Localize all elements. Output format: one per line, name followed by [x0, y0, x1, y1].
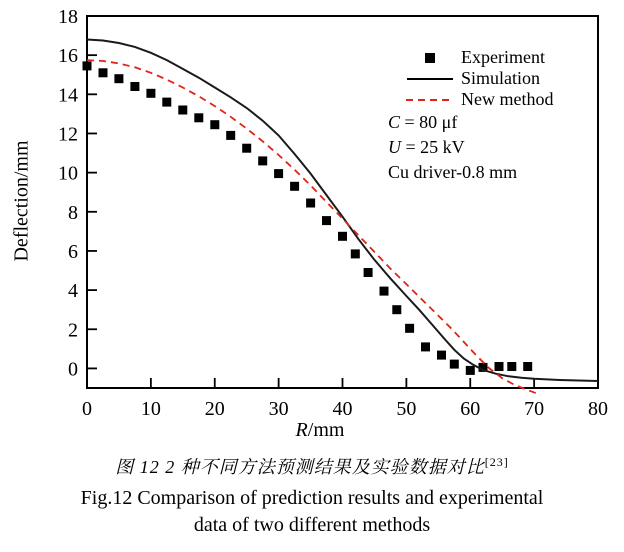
- y-axis-title: Deflection/mm: [10, 140, 33, 262]
- annotation-capacitance: C = 80 μf: [388, 112, 458, 132]
- experiment-point: [114, 74, 123, 83]
- experiment-point: [258, 156, 267, 165]
- y-tick-label: 8: [68, 201, 78, 224]
- new-method-dash-swatch-icon: [406, 99, 454, 101]
- experiment-point: [83, 61, 92, 70]
- experiment-point: [194, 113, 203, 122]
- experiment-point: [274, 169, 283, 178]
- experiment-point: [364, 268, 373, 277]
- y-tick-label: 18: [58, 6, 78, 28]
- condition-annotations: [388, 110, 517, 185]
- experiment-point: [405, 324, 414, 333]
- y-tick-label: 14: [58, 84, 78, 107]
- experiment-point: [450, 360, 459, 369]
- y-tick-label: 16: [58, 45, 78, 68]
- x-tick-label: 80: [588, 398, 608, 420]
- x-tick-label: 20: [204, 398, 225, 420]
- experiment-point: [226, 131, 235, 140]
- caption-english-line2: data of two different methods: [193, 514, 431, 536]
- experiment-point: [437, 351, 446, 360]
- legend-item-simulation: [404, 68, 553, 89]
- experiment-point: [99, 68, 108, 77]
- x-tick-label: 60: [460, 398, 481, 420]
- experiment-point: [322, 216, 331, 225]
- annotation-driver: Cu driver-0.8 mm: [388, 162, 518, 182]
- x-tick-label: 40: [332, 398, 353, 420]
- x-tick-label: 0: [82, 398, 92, 420]
- x-axis-title: [296, 419, 345, 442]
- y-tick-label: 12: [58, 123, 78, 146]
- experiment-point: [507, 362, 516, 371]
- experiment-point: [495, 362, 504, 371]
- experiment-square-marker-icon: [425, 53, 435, 63]
- experiment-point: [130, 82, 139, 91]
- x-tick-label: 70: [524, 398, 545, 420]
- y-tick-label: 0: [68, 358, 78, 381]
- y-tick-label: 2: [68, 319, 78, 342]
- experiment-point: [306, 199, 315, 208]
- legend-label-simulation: Simulation: [461, 68, 541, 88]
- legend-label-new-method: New method: [461, 89, 554, 109]
- legend-item-new-method: [404, 89, 553, 110]
- experiment-point: [178, 106, 187, 115]
- y-tick-label: 6: [68, 240, 78, 263]
- legend-label-experiment: Experiment: [461, 47, 545, 67]
- x-axis-title-symbol: R: [295, 419, 308, 441]
- experiment-point: [351, 249, 360, 258]
- legend-item-experiment: [404, 47, 553, 68]
- experiment-point: [242, 144, 251, 153]
- simulation-line-swatch-icon: [407, 78, 453, 80]
- experiment-point: [338, 232, 347, 241]
- x-tick-label: 30: [268, 398, 289, 420]
- experiment-point: [290, 182, 299, 191]
- experiment-point: [210, 120, 219, 129]
- experiment-point: [421, 342, 430, 351]
- experiment-point: [523, 362, 532, 371]
- y-tick-label: 10: [58, 162, 78, 185]
- caption-english-line1: Fig.12 Comparison of prediction results and experimental: [80, 487, 544, 509]
- legend: [404, 47, 553, 110]
- caption-chinese: 图 12 2 种不同方法预测结果及实验数据对比[23]: [115, 455, 509, 477]
- x-tick-label: 10: [140, 398, 161, 420]
- y-tick-label: 4: [68, 280, 78, 303]
- annotation-voltage: U = 25 kV: [388, 137, 465, 157]
- experiment-point: [380, 287, 389, 296]
- caption-reference: [23]: [484, 455, 509, 469]
- x-axis-title-unit: /mm: [307, 419, 345, 441]
- experiment-point: [162, 98, 171, 107]
- experiment-point: [146, 89, 155, 98]
- experiment-point: [466, 366, 475, 375]
- experiment-point: [392, 305, 401, 314]
- x-tick-label: 50: [396, 398, 417, 420]
